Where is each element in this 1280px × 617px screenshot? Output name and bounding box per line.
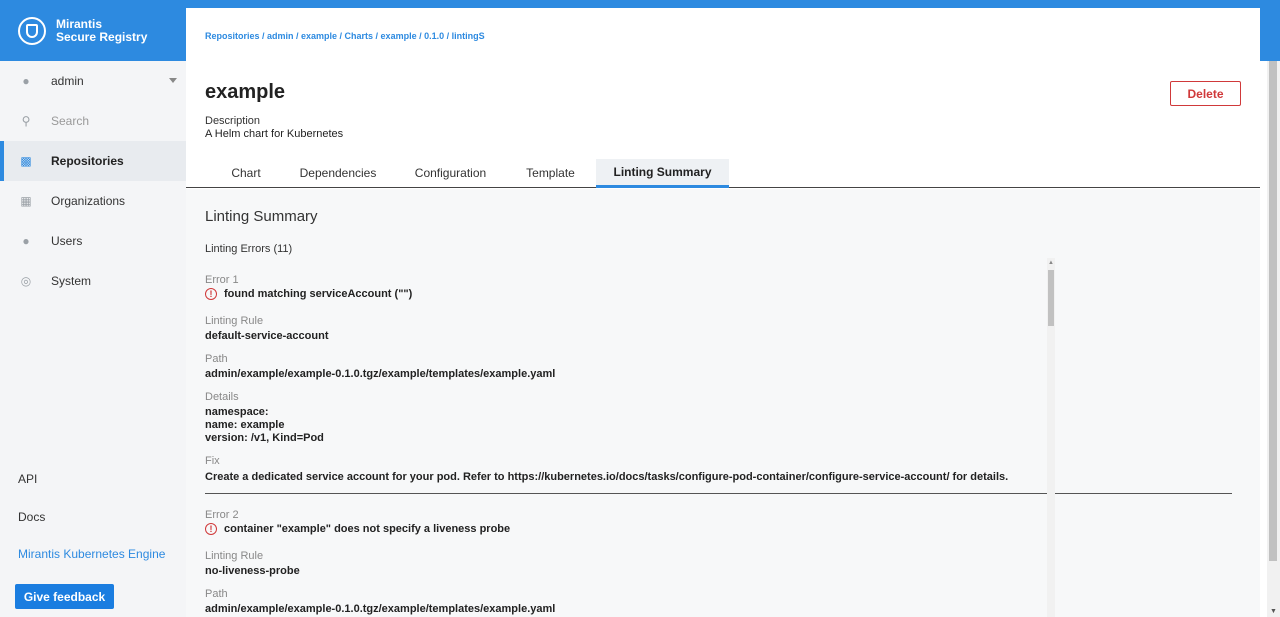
error-list[interactable] (205, 274, 1232, 617)
sidebar-item-label: Users (51, 234, 83, 248)
section-title: Linting Summary (205, 208, 318, 225)
rule-value: default-service-account (205, 330, 329, 342)
error-list-scrollbar[interactable] (1047, 258, 1055, 617)
chevron-down-icon (169, 78, 177, 83)
tab-linting-summary[interactable]: Linting Summary (596, 159, 729, 188)
sidebar-item-label: Organizations (51, 194, 126, 208)
alert-icon: ! (205, 523, 217, 535)
user-icon: ● (22, 234, 30, 248)
brand-header[interactable] (0, 0, 186, 61)
page-title: example (205, 81, 286, 103)
sidebar (0, 0, 186, 617)
sidebar-item-label: Repositories (51, 154, 124, 168)
error-message-text: container "example" does not specify a liveness probe (224, 523, 511, 535)
rule-value: no-liveness-probe (205, 565, 300, 577)
docs-link[interactable]: Docs (18, 510, 46, 524)
description-value: A Helm chart for Kubernetes (205, 128, 344, 140)
sidebar-item-system[interactable] (0, 261, 186, 301)
brand-line1: Mirantis (56, 16, 103, 31)
page-scrollbar[interactable] (1267, 61, 1280, 617)
sidebar-item-organizations[interactable] (0, 181, 186, 221)
scroll-down-icon[interactable]: ▼ (1270, 608, 1277, 615)
scrollbar-thumb[interactable] (1048, 270, 1054, 326)
path-value: admin/example/example-0.1.0.tgz/example/templates/example.yaml (205, 603, 556, 615)
alert-icon: ! (205, 288, 217, 300)
top-accent-bar (186, 0, 1280, 8)
details-label: Details (205, 391, 239, 403)
path-label: Path (205, 588, 228, 600)
search-icon: ⚲ (21, 114, 31, 128)
sidebar-item-users[interactable] (0, 221, 186, 261)
main-panel (186, 8, 1260, 617)
api-link[interactable]: API (18, 472, 38, 486)
tab-template[interactable]: Template (526, 166, 575, 180)
error-message (205, 288, 412, 300)
mirantis-logo-icon (18, 17, 46, 45)
tab-configuration[interactable]: Configuration (414, 166, 487, 180)
right-accent-strip (1260, 8, 1280, 61)
tab-chart[interactable]: Chart (231, 166, 261, 180)
error-message (205, 523, 510, 535)
rule-label: Linting Rule (205, 550, 264, 562)
gear-icon: ◎ (20, 274, 32, 288)
rule-label: Linting Rule (205, 315, 264, 327)
error-label: Error 2 (205, 509, 239, 521)
errors-count: Linting Errors (11) (205, 243, 293, 255)
breadcrumb[interactable]: Repositories / admin / example / Charts / example / 0.1.0 / lintingS (205, 31, 485, 41)
details-line: name: example (205, 419, 285, 431)
mke-link[interactable]: Mirantis Kubernetes Engine (18, 547, 166, 561)
details-line: version: /v1, Kind=Pod (205, 432, 324, 444)
details-line: namespace: (205, 406, 269, 418)
user-menu[interactable] (0, 61, 186, 101)
user-icon: ● (22, 74, 30, 88)
path-label: Path (205, 353, 228, 365)
brand-line2: Secure Registry (56, 29, 148, 44)
error-label: Error 1 (205, 274, 239, 286)
sidebar-item-repositories[interactable] (0, 141, 186, 181)
error-message-text: found matching serviceAccount ("") (224, 288, 413, 300)
repositories-icon: ▩ (20, 154, 32, 168)
fix-label: Fix (205, 455, 220, 467)
organizations-icon: ▦ (20, 194, 32, 208)
fix-value: Create a dedicated service account for your pod. Refer to https://kubernetes.io/docs/tasks/configure-pod-container/configure-service-account/ for details. (205, 471, 1009, 483)
description-label: Description (205, 115, 261, 127)
tab-bar (186, 159, 1260, 188)
divider (205, 493, 1232, 494)
delete-button[interactable]: Delete (1170, 81, 1241, 106)
search-input[interactable]: Search (51, 114, 90, 128)
brand-name (56, 18, 147, 44)
scroll-up-icon[interactable]: ▲ (1048, 260, 1054, 266)
linting-content (186, 189, 1260, 617)
path-value: admin/example/example-0.1.0.tgz/example/templates/example.yaml (205, 368, 556, 380)
scrollbar-thumb[interactable] (1269, 61, 1277, 561)
tab-dependencies[interactable]: Dependencies (299, 166, 377, 180)
user-name: admin (51, 74, 84, 88)
search-nav[interactable] (0, 101, 186, 141)
sidebar-item-label: System (51, 274, 92, 288)
give-feedback-button[interactable]: Give feedback (15, 584, 114, 609)
